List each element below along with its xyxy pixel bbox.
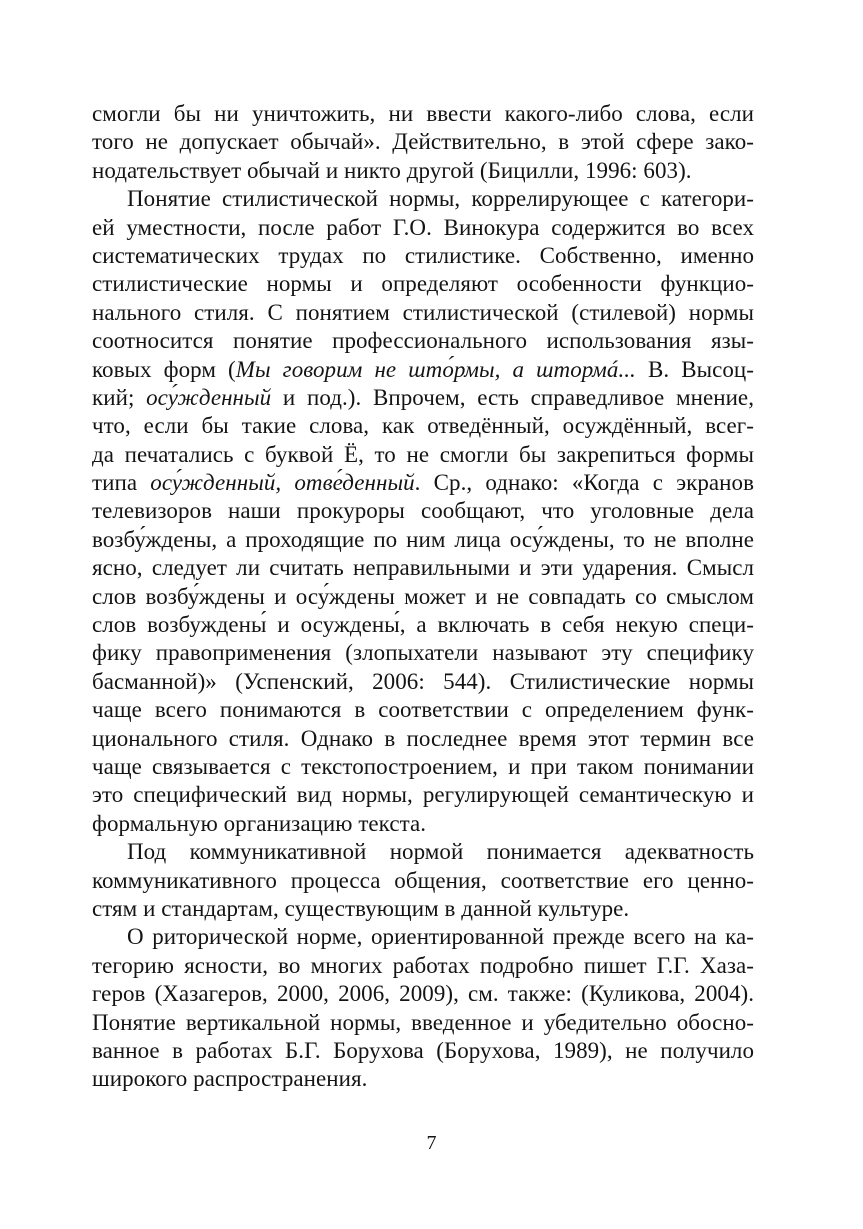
text-line: систематических трудах по стилистике. Собственно, именно [92, 242, 754, 268]
italic-phrase: осу́жденный [146, 384, 272, 410]
text-line: соотносится понятие профессионального использования язы- [92, 328, 754, 354]
text-line: чаще всего понимаются в соответствии с определением функ- [92, 697, 754, 723]
text-line: да печатались с буквой Ё, то не смогли бы закрепиться формы [92, 441, 754, 467]
text-line: чаще связывается с текстопостроением, и при таком понимании [92, 753, 754, 779]
paragraph [92, 838, 754, 923]
text-line: ванное в работах Б.Г. Борухова (Борухова, 1989), не получило [92, 1037, 754, 1063]
text-line: стилистические нормы и определяют особенности функцио- [92, 271, 754, 297]
text-line: нального стиля. С понятием стилистической (стилевой) нормы [92, 299, 754, 325]
paragraph [92, 100, 754, 185]
text-line: ковых форм (Мы говорим не што́рмы, а штормá... В. Высоц- [92, 356, 754, 382]
text-line: фику правоприменения (злопыхатели называют эту специфику [92, 640, 754, 666]
text-line: типа осу́жденный, отве́денный. Ср., однако: «Когда с экранов [92, 470, 754, 496]
text-line: возбу́ждены, а проходящие по ним лица осу́ждены, то не вполне [92, 526, 754, 552]
text-line: басманной)» (Успенский, 2006: 544). Стилистические нормы [92, 668, 754, 694]
paragraph [92, 185, 754, 838]
text-line: ционального стиля. Однако в последнее время этот термин все [92, 725, 754, 751]
text-line: геров (Хазагеров, 2000, 2006, 2009), см. также: (Куликова, 2004). [92, 981, 754, 1007]
text-line: слов возбу́ждены и осу́ждены может и не совпадать со смыслом [92, 583, 754, 609]
text-line: телевизоров наши прокуроры сообщают, что уголовные дела [92, 498, 754, 524]
text-line: широкого распространения. [92, 1066, 368, 1092]
text-line: того не допускает обычай». Действительно, в этой сфере зако- [92, 129, 754, 155]
text-line: ей уместности, после работ Г.О. Винокура содержится во всех [92, 214, 754, 240]
text-line: это специфический вид нормы, регулирующей семантическую и [92, 782, 754, 808]
text-line: что, если бы такие слова, как отведённый, осуждённый, всег- [92, 413, 754, 439]
text-line: тегорию ясности, во многих работах подробно пишет Г.Г. Хаза- [92, 952, 754, 978]
text-line: кий; осу́жденный и под.). Впрочем, есть справедливое мнение, [92, 384, 754, 410]
text-line: формальную организацию текста. [92, 810, 427, 836]
italic-phrase: Мы говорим не што́рмы, а штормá... [235, 356, 636, 382]
text-line: Понятие стилистической нормы, коррелирующее с категори- [127, 186, 754, 212]
text-line: коммуникативного процесса общения, соответствие его ценно- [92, 867, 754, 893]
text-line: слов возбуждены́ и осуждены́, а включать в себя некую специ- [92, 612, 754, 638]
text-line: Понятие вертикальной нормы, введенное и убедительно обосно- [92, 1009, 754, 1035]
paragraph [92, 923, 754, 1093]
text-line: смогли бы ни уничтожить, ни ввести какого-либо слова, если [92, 101, 754, 126]
italic-phrase: осу́жденный, отве́денный [150, 470, 415, 496]
text-line: Под коммуникативной нормой понимается адекватность [127, 839, 754, 865]
text-line: О риторической норме, ориентированной прежде всего на ка- [127, 924, 754, 950]
text-line: ясно, следует ли считать неправильными и эти ударения. Смысл [92, 555, 754, 581]
body-text [92, 100, 754, 1094]
text-line: стям и стандартам, существующим в данной культуре. [92, 895, 630, 921]
text-line: нодательствует обычай и никто другой (Бицилли, 1996: 603). [92, 157, 692, 183]
page-number: 7 [426, 1132, 437, 1154]
